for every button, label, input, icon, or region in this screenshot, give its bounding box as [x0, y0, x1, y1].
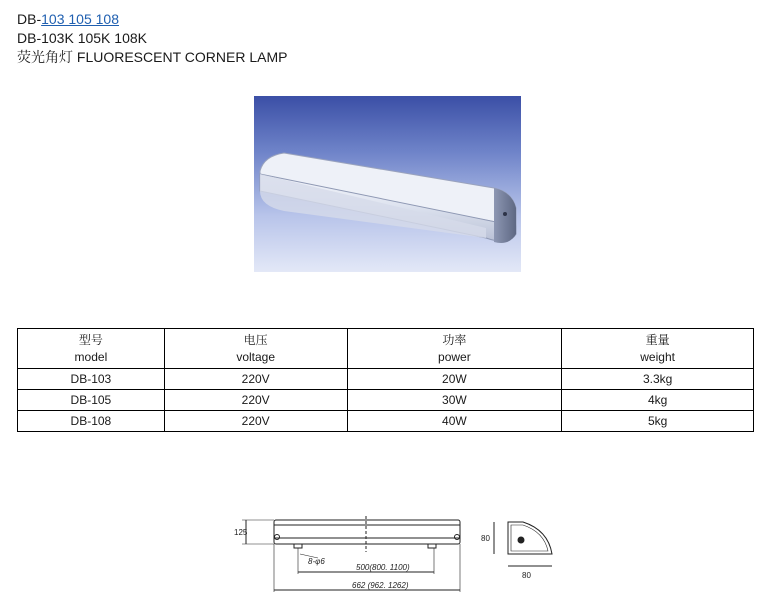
table-row [18, 390, 754, 411]
cell-weight: 3.3kg [562, 369, 754, 390]
table-row [18, 411, 754, 432]
cell-power: 20W [347, 369, 562, 390]
dim-label-side-width: 80 [522, 571, 531, 580]
cell-voltage: 220V [164, 411, 347, 432]
model-k-line: DB-103K 105K 108K [17, 30, 147, 46]
cell-weight: 4kg [562, 390, 754, 411]
corner-lamp-image [254, 96, 521, 272]
mount-hole [275, 535, 280, 540]
product-photo [254, 96, 521, 272]
dim-label-holes: 8-φ6 [308, 557, 325, 566]
model-prefix: DB- [17, 11, 42, 27]
dim-label-outer: 662 (962. 1262) [352, 581, 409, 590]
technical-drawing-svg [228, 508, 568, 608]
dim-label-height: 125 [234, 528, 248, 537]
cell-model: DB-108 [18, 411, 165, 432]
dim-label-inner: 500(800. 1100) [356, 563, 410, 572]
cell-weight: 5kg [562, 411, 754, 432]
cell-power: 40W [347, 411, 562, 432]
bracket [294, 544, 302, 548]
table-header-row [18, 329, 754, 369]
cell-model: DB-103 [18, 369, 165, 390]
col-weight: 重量 weight [562, 329, 754, 369]
lamp-side-outline [508, 522, 552, 554]
col-power: 功率 power [347, 329, 562, 369]
cell-voltage: 220V [164, 390, 347, 411]
dimension-drawing [228, 508, 568, 608]
col-model: 型号 model [18, 329, 165, 369]
cell-power: 30W [347, 390, 562, 411]
spec-table [17, 328, 754, 432]
product-header [17, 10, 287, 67]
cell-model: DB-105 [18, 390, 165, 411]
product-title: 荧光角灯 FLUORESCENT CORNER LAMP [17, 49, 288, 65]
model-numbers-link[interactable]: 103 105 108 [41, 11, 119, 27]
mount-hole [455, 535, 460, 540]
side-mount-hole [518, 537, 524, 543]
cell-voltage: 220V [164, 369, 347, 390]
bracket [428, 544, 436, 548]
table-row [18, 369, 754, 390]
col-voltage: 电压 voltage [164, 329, 347, 369]
dim-label-side-height: 80 [481, 534, 490, 543]
model-line [17, 10, 287, 29]
lamp-front-outline [274, 520, 460, 544]
